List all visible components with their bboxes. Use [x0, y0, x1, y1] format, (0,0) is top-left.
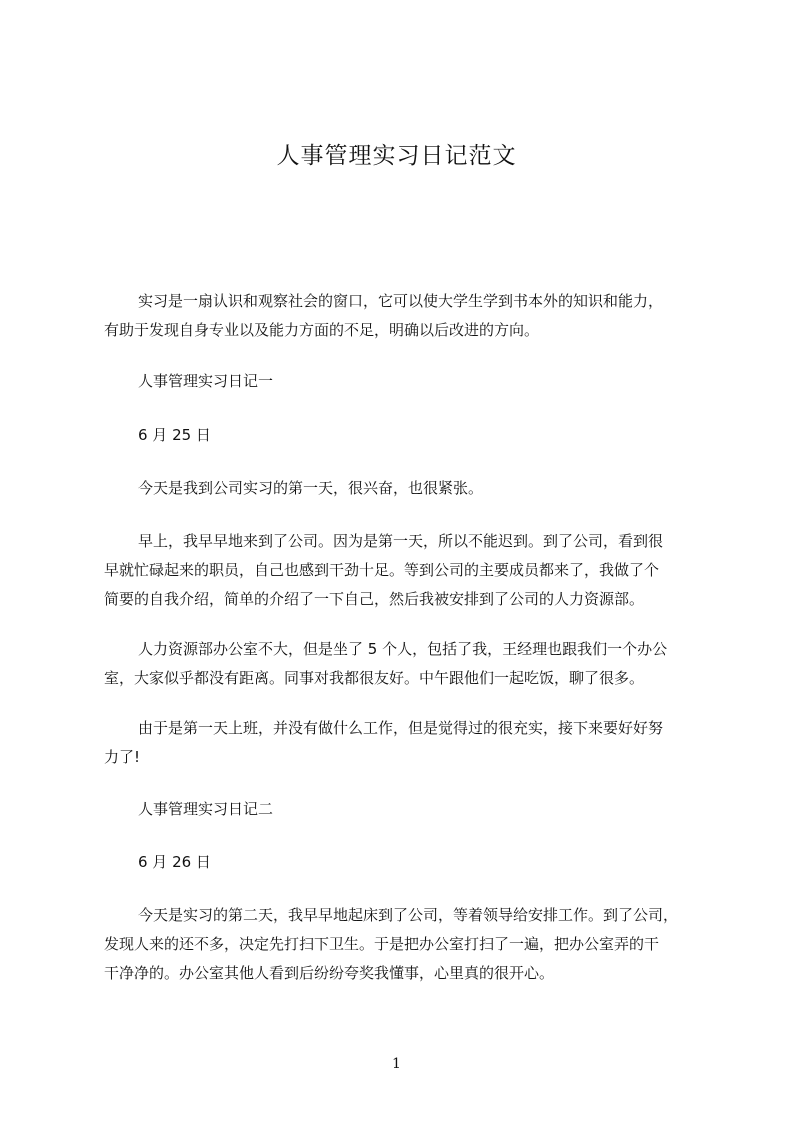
diary1-paragraph-2 — [104, 527, 704, 614]
intro-line-1: 实习是一扇认识和观察社会的窗口，它可以使大学生学到书本外的知识和能力， — [138, 292, 664, 310]
diary1-p4-line-1: 由于是第一天上班，并没有做什么工作，但是觉得过的很充实，接下来要好好努 — [138, 719, 664, 737]
diary2-heading-text: 人事管理实习日记二 — [138, 800, 274, 818]
intro-line-2: 有助于发现自身专业以及能力方面的不足，明确以后改进的方向。 — [104, 321, 540, 339]
document-title: 人事管理实习日记范文 — [276, 143, 517, 169]
diary2-p1-line-3: 干净净的。办公室其他人看到后纷纷夸奖我懂事，心里真的很开心。 — [104, 964, 555, 982]
diary1-heading — [104, 367, 704, 396]
diary1-p2-line-1: 早上，我早早地来到了公司。因为是第一天，所以不能迟到。到了公司，看到很 — [138, 532, 664, 550]
diary1-p3-line-1: 人力资源部办公室不大，但是坐了 5 个人，包括了我，王经理也跟我们一个办公 — [138, 640, 668, 658]
diary1-date-text: 6 月 25 日 — [138, 426, 211, 444]
intro-paragraph — [104, 287, 704, 345]
diary1-paragraph-3 — [104, 635, 704, 693]
diary2-p1-line-1: 今天是实习的第二天，我早早地起床到了公司，等着领导给安排工作。到了公司， — [138, 906, 679, 924]
diary2-date — [104, 848, 704, 877]
diary1-p4-line-2: 力了! — [104, 748, 141, 766]
diary2-p1-line-2: 发现人来的还不多，决定先打扫下卫生。于是把办公室打扫了一遍，把办公室弄的干 — [104, 935, 660, 953]
diary2-heading — [104, 795, 704, 824]
diary1-p2-line-3: 简要的自我介绍，简单的介绍了一下自己，然后我被安排到了公司的人力资源部。 — [104, 590, 645, 608]
diary1-paragraph-4 — [104, 714, 704, 772]
diary2-paragraph-1 — [104, 901, 704, 988]
diary1-p2-line-2: 早就忙碌起来的职员，自己也感到干劲十足。等到公司的主要成员都来了，我做了个 — [104, 561, 660, 579]
diary2-date-text: 6 月 26 日 — [138, 853, 211, 871]
diary1-p3-line-2: 室，大家似乎都没有距离。同事对我都很友好。中午跟他们一起吃饭，聊了很多。 — [104, 669, 645, 687]
diary1-paragraph-1 — [104, 474, 704, 503]
diary1-heading-text: 人事管理实习日记一 — [138, 372, 274, 390]
diary1-p1-line-1: 今天是我到公司实习的第一天，很兴奋，也很紧张。 — [138, 479, 484, 497]
page-number: 1 — [392, 1056, 401, 1072]
diary1-date — [104, 421, 704, 450]
